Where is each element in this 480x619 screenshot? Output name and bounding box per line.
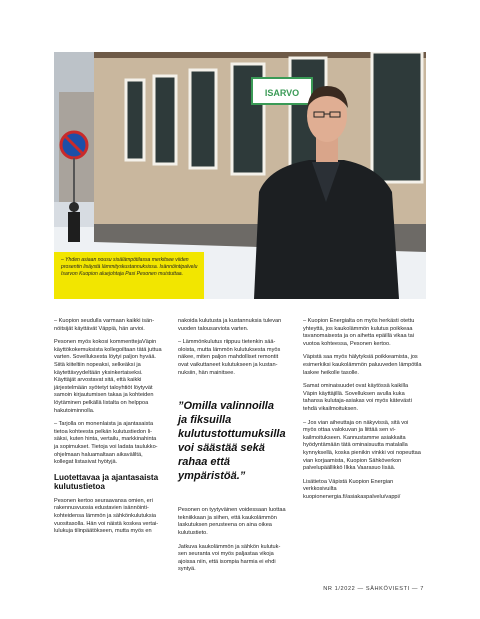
paragraph: – Jos vian aiheuttaja on näkyvissä, sitä voi myös ottaa valokuvan ja liittää sen vikailmoitukseen. Kannustamme asiakkaita hyödyntämään tätä ominaisuutta matalalla kynnyksellä, koska pienikin vinkki voi nopeuttaa vian korjaamista, Kuopion Sähköverkon palvelupäällikkö Ilkka Vaarasuo lisää. bbox=[303, 419, 421, 472]
paragraph: Samat ominaisuudet ovat käytössä kaikilla Väpin käyttäjillä. Sovelluksen avulla kuka tahansa kulutaja-asiakas voi myös kätevästi tehdä vikailmoituksen. bbox=[303, 383, 412, 412]
paragraph: Pesonen on tyytyväinen voidessaan luottaa tekniikkaan ja siihen, että kaukolämmön laskutuksen perusteena on aina oikea kulutustieto. bbox=[178, 507, 286, 536]
paragraph: – Lämmönkulutus riippuu tietenkin sääoloista, mutta lämmön kulutuksesta myös näkee, miten paljon mahdolliset remontit ovat vaikuttaneet kulutukseen ja kustannuksiin, hän mainitsee. bbox=[178, 339, 281, 376]
paragraph: Pesonen myös kokosi kommenttejaVäpin käyttökokemuksista kollegoiltaan tätä juttua varten. Sovelluksesta löytyi paljon hyvää. Siitä kiiteltiin nopeaksi, selkeäksi ja käytettävyydeltään yksinkertaiseksi. Käyttäjät arvostavat sitä, että kaikki järjestelmään syötetyt taloyhtiöt löytyvät samoin kirjautumisen takaa ja kohteiden löytäminen pelkällä listalta on helppoa hakutoiminnolla. bbox=[54, 339, 162, 414]
paragraph: – Tarjolla on monenlaista ja ajantasaista tietoa kohteesta pelkän kulutustiedon lisäksi, kuten hinta, vertailu, markkinahinta ja sopimukset. Tietoja voi ladata taulukko-ohjelmaan haluamaltaan aikaväliltä, kollegat listasivat hyötyjä. bbox=[54, 421, 158, 466]
photo-caption: – Yhden asiaan nousu sisälämpötilassa merkitsee viiden prosentin lisäystä lämmityskustannuksissa. Isännöintipalvelu Isarvon Kuopion aluejohtaja Pasi Pesonen muistuttaa. bbox=[54, 252, 204, 299]
paragraph: – Kuopion Energialta on myös herkästi otettu yhteyttä, jos kaukolämmön kulutus poikkeaa tavanomaisesta ja on aihetta epäillä vikaa tai vuotoa kohteessa, Pesonen kertoo. bbox=[303, 318, 415, 347]
article-column-1 bbox=[54, 318, 162, 542]
pull-quote: ”Omilla valinnoilla ja fiksuilla kulutustottumuksilla voi säästää sekä rahaa että ympäristöä.” bbox=[178, 400, 286, 483]
page-footer: NR 1/2022 — SÄHKÖVIESTI — 7 bbox=[323, 586, 424, 592]
sign-text: ISARVO bbox=[264, 88, 300, 98]
paragraph: nakoida kulutusta ja kustannuksia tulevan vuoden talousarviota varten. bbox=[178, 318, 282, 332]
article-column-3 bbox=[303, 318, 423, 507]
article-column-2 bbox=[178, 318, 286, 580]
paragraph: Jatkuva kaukolämmön ja sähkön kulutuksen seuranta voi myös paljastaa vikoja ajoissa niin, että isompia harmia ei ehdi syntyä. bbox=[178, 543, 281, 573]
paragraph: – Kuopion seudulla varmaan kaikki isännöitsijät käyttävät Väppiä, hän arvioi. bbox=[54, 318, 155, 332]
section-heading: Luotettavaa ja ajantasaista kulutustietoa bbox=[54, 472, 159, 492]
paragraph: Lisätietoa Väpistä Kuopion Energian verkkosivuilta bbox=[303, 478, 394, 493]
paragraph: Pesonen kertoo seuraavansa omien, eri rakennusvuosia edustavien isännöintikohteidensa lämmön ja sähkönkulutuksia vuositasolla. Hän voi näistä koskea vertailulukuja tilinpäätökseen, mutta myös en bbox=[54, 497, 159, 535]
web-link[interactable]: kuopionenergia.fi/asiakaspalvelu/vappi/ bbox=[303, 493, 401, 500]
paragraph: Väpistä saa myös hälytyksiä poikkeamista, jos esimerkiksi kaukolämmön paluuveden lämpötila laskee heikolle tasolle. bbox=[303, 354, 422, 376]
